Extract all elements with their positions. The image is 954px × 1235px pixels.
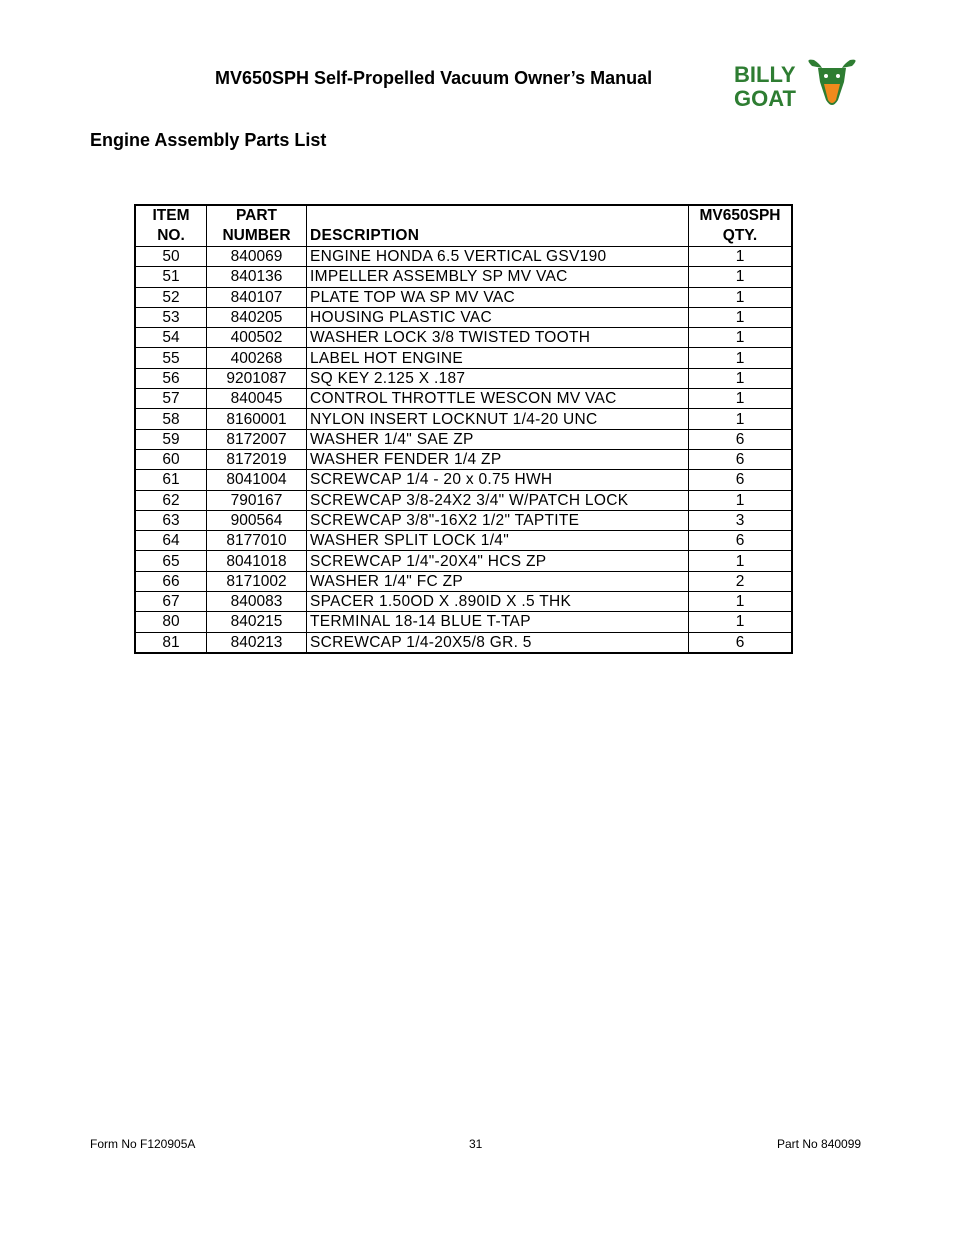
- table-row: [135, 247, 792, 267]
- cell-description: TERMINAL 18-14 BLUE T-TAP: [307, 612, 689, 632]
- cell-item-no: 55: [135, 348, 207, 368]
- cell-part-number: 9201087: [207, 368, 307, 388]
- cell-item-no: 63: [135, 510, 207, 530]
- cell-part-number: 8041018: [207, 551, 307, 571]
- cell-item-no: 54: [135, 328, 207, 348]
- cell-description: WASHER FENDER 1/4 ZP: [307, 449, 689, 469]
- cell-qty: 6: [689, 429, 793, 449]
- cell-description: PLATE TOP WA SP MV VAC: [307, 287, 689, 307]
- column-header-qty: [689, 205, 793, 247]
- cell-item-no: 61: [135, 470, 207, 490]
- form-number: Form No F120905A: [90, 1137, 196, 1151]
- cell-part-number: 900564: [207, 510, 307, 530]
- cell-part-number: 400502: [207, 328, 307, 348]
- cell-item-no: 53: [135, 307, 207, 327]
- table-row: [135, 592, 792, 612]
- cell-qty: 6: [689, 531, 793, 551]
- cell-description: SPACER 1.50OD X .890ID X .5 THK: [307, 592, 689, 612]
- cell-qty: 1: [689, 409, 793, 429]
- table-row: [135, 307, 792, 327]
- cell-description: ENGINE HONDA 6.5 VERTICAL GSV190: [307, 247, 689, 267]
- cell-part-number: 8171002: [207, 571, 307, 591]
- table-row: [135, 510, 792, 530]
- cell-description: SCREWCAP 3/8-24X2 3/4" W/PATCH LOCK: [307, 490, 689, 510]
- cell-part-number: 8041004: [207, 470, 307, 490]
- cell-part-number: 840069: [207, 247, 307, 267]
- cell-item-no: 81: [135, 632, 207, 653]
- cell-description: SQ KEY 2.125 X .187: [307, 368, 689, 388]
- column-header-item-line1: ITEM: [152, 207, 190, 224]
- table-row: [135, 389, 792, 409]
- table-row: [135, 551, 792, 571]
- table-row: [135, 287, 792, 307]
- table-row: [135, 348, 792, 368]
- cell-qty: 1: [689, 287, 793, 307]
- column-header-part-line2: NUMBER: [222, 227, 291, 244]
- column-header-description-label: DESCRIPTION: [310, 227, 420, 244]
- cell-description: WASHER SPLIT LOCK 1/4": [307, 531, 689, 551]
- cell-description: SCREWCAP 3/8"-16X2 1/2" TAPTITE: [307, 510, 689, 530]
- cell-qty: 1: [689, 490, 793, 510]
- cell-qty: 1: [689, 267, 793, 287]
- cell-qty: 1: [689, 348, 793, 368]
- cell-qty: 6: [689, 470, 793, 490]
- cell-part-number: 840215: [207, 612, 307, 632]
- cell-description: SCREWCAP 1/4-20X5/8 GR. 5: [307, 632, 689, 653]
- logo-text-line2: GOAT: [734, 86, 796, 111]
- parts-table: [134, 204, 793, 654]
- cell-part-number: 840213: [207, 632, 307, 653]
- table-row: [135, 531, 792, 551]
- cell-qty: 1: [689, 592, 793, 612]
- cell-item-no: 64: [135, 531, 207, 551]
- cell-item-no: 66: [135, 571, 207, 591]
- cell-item-no: 58: [135, 409, 207, 429]
- table-row: [135, 490, 792, 510]
- parts-table-body: [135, 247, 792, 653]
- column-header-part-line1: PART: [235, 207, 278, 224]
- cell-description: LABEL HOT ENGINE: [307, 348, 689, 368]
- column-header-qty-line2: QTY.: [722, 227, 758, 244]
- cell-description: HOUSING PLASTIC VAC: [307, 307, 689, 327]
- cell-item-no: 67: [135, 592, 207, 612]
- cell-description: WASHER 1/4" FC ZP: [307, 571, 689, 591]
- billy-goat-logo: [734, 56, 858, 114]
- cell-part-number: 840083: [207, 592, 307, 612]
- cell-part-number: 840136: [207, 267, 307, 287]
- cell-item-no: 60: [135, 449, 207, 469]
- cell-item-no: 50: [135, 247, 207, 267]
- part-number: Part No 840099: [777, 1137, 862, 1151]
- cell-qty: 2: [689, 571, 793, 591]
- table-header-row: [135, 205, 792, 247]
- cell-description: IMPELLER ASSEMBLY SP MV VAC: [307, 267, 689, 287]
- cell-item-no: 62: [135, 490, 207, 510]
- table-row: [135, 632, 792, 653]
- cell-item-no: 59: [135, 429, 207, 449]
- cell-item-no: 52: [135, 287, 207, 307]
- cell-description: NYLON INSERT LOCKNUT 1/4-20 UNC: [307, 409, 689, 429]
- table-row: [135, 470, 792, 490]
- table-row: [135, 571, 792, 591]
- cell-qty: 6: [689, 449, 793, 469]
- cell-description: SCREWCAP 1/4"-20X4" HCS ZP: [307, 551, 689, 571]
- cell-part-number: 840205: [207, 307, 307, 327]
- table-row: [135, 368, 792, 388]
- cell-part-number: 8172019: [207, 449, 307, 469]
- table-row: [135, 328, 792, 348]
- cell-item-no: 65: [135, 551, 207, 571]
- cell-part-number: 8172007: [207, 429, 307, 449]
- table-row: [135, 429, 792, 449]
- cell-description: WASHER LOCK 3/8 TWISTED TOOTH: [307, 328, 689, 348]
- table-row: [135, 267, 792, 287]
- column-header-item-line2: NO.: [157, 227, 185, 244]
- table-row: [135, 612, 792, 632]
- table-row: [135, 409, 792, 429]
- cell-item-no: 57: [135, 389, 207, 409]
- cell-item-no: 51: [135, 267, 207, 287]
- cell-part-number: 400268: [207, 348, 307, 368]
- column-header-part-number: [207, 205, 307, 247]
- cell-qty: 1: [689, 612, 793, 632]
- column-header-description: [307, 205, 689, 247]
- cell-qty: 1: [689, 307, 793, 327]
- table-row: [135, 449, 792, 469]
- cell-part-number: 840107: [207, 287, 307, 307]
- column-header-qty-line1: MV650SPH: [699, 207, 781, 224]
- cell-description: SCREWCAP 1/4 - 20 x 0.75 HWH: [307, 470, 689, 490]
- goat-head-icon: [808, 60, 855, 105]
- cell-item-no: 56: [135, 368, 207, 388]
- cell-qty: 1: [689, 247, 793, 267]
- cell-qty: 1: [689, 328, 793, 348]
- page-number: 31: [469, 1137, 483, 1151]
- cell-qty: 3: [689, 510, 793, 530]
- column-header-item: [135, 205, 207, 247]
- cell-qty: 1: [689, 368, 793, 388]
- cell-part-number: 840045: [207, 389, 307, 409]
- cell-qty: 1: [689, 389, 793, 409]
- page-title: MV650SPH Self-Propelled Vacuum Owner’s Manual: [215, 68, 653, 88]
- cell-qty: 6: [689, 632, 793, 653]
- cell-part-number: 790167: [207, 490, 307, 510]
- cell-part-number: 8160001: [207, 409, 307, 429]
- section-title: Engine Assembly Parts List: [90, 130, 327, 150]
- cell-qty: 1: [689, 551, 793, 571]
- cell-item-no: 80: [135, 612, 207, 632]
- cell-description: WASHER 1/4" SAE ZP: [307, 429, 689, 449]
- cell-part-number: 8177010: [207, 531, 307, 551]
- logo-text-line1: BILLY: [734, 62, 796, 87]
- cell-description: CONTROL THROTTLE WESCON MV VAC: [307, 389, 689, 409]
